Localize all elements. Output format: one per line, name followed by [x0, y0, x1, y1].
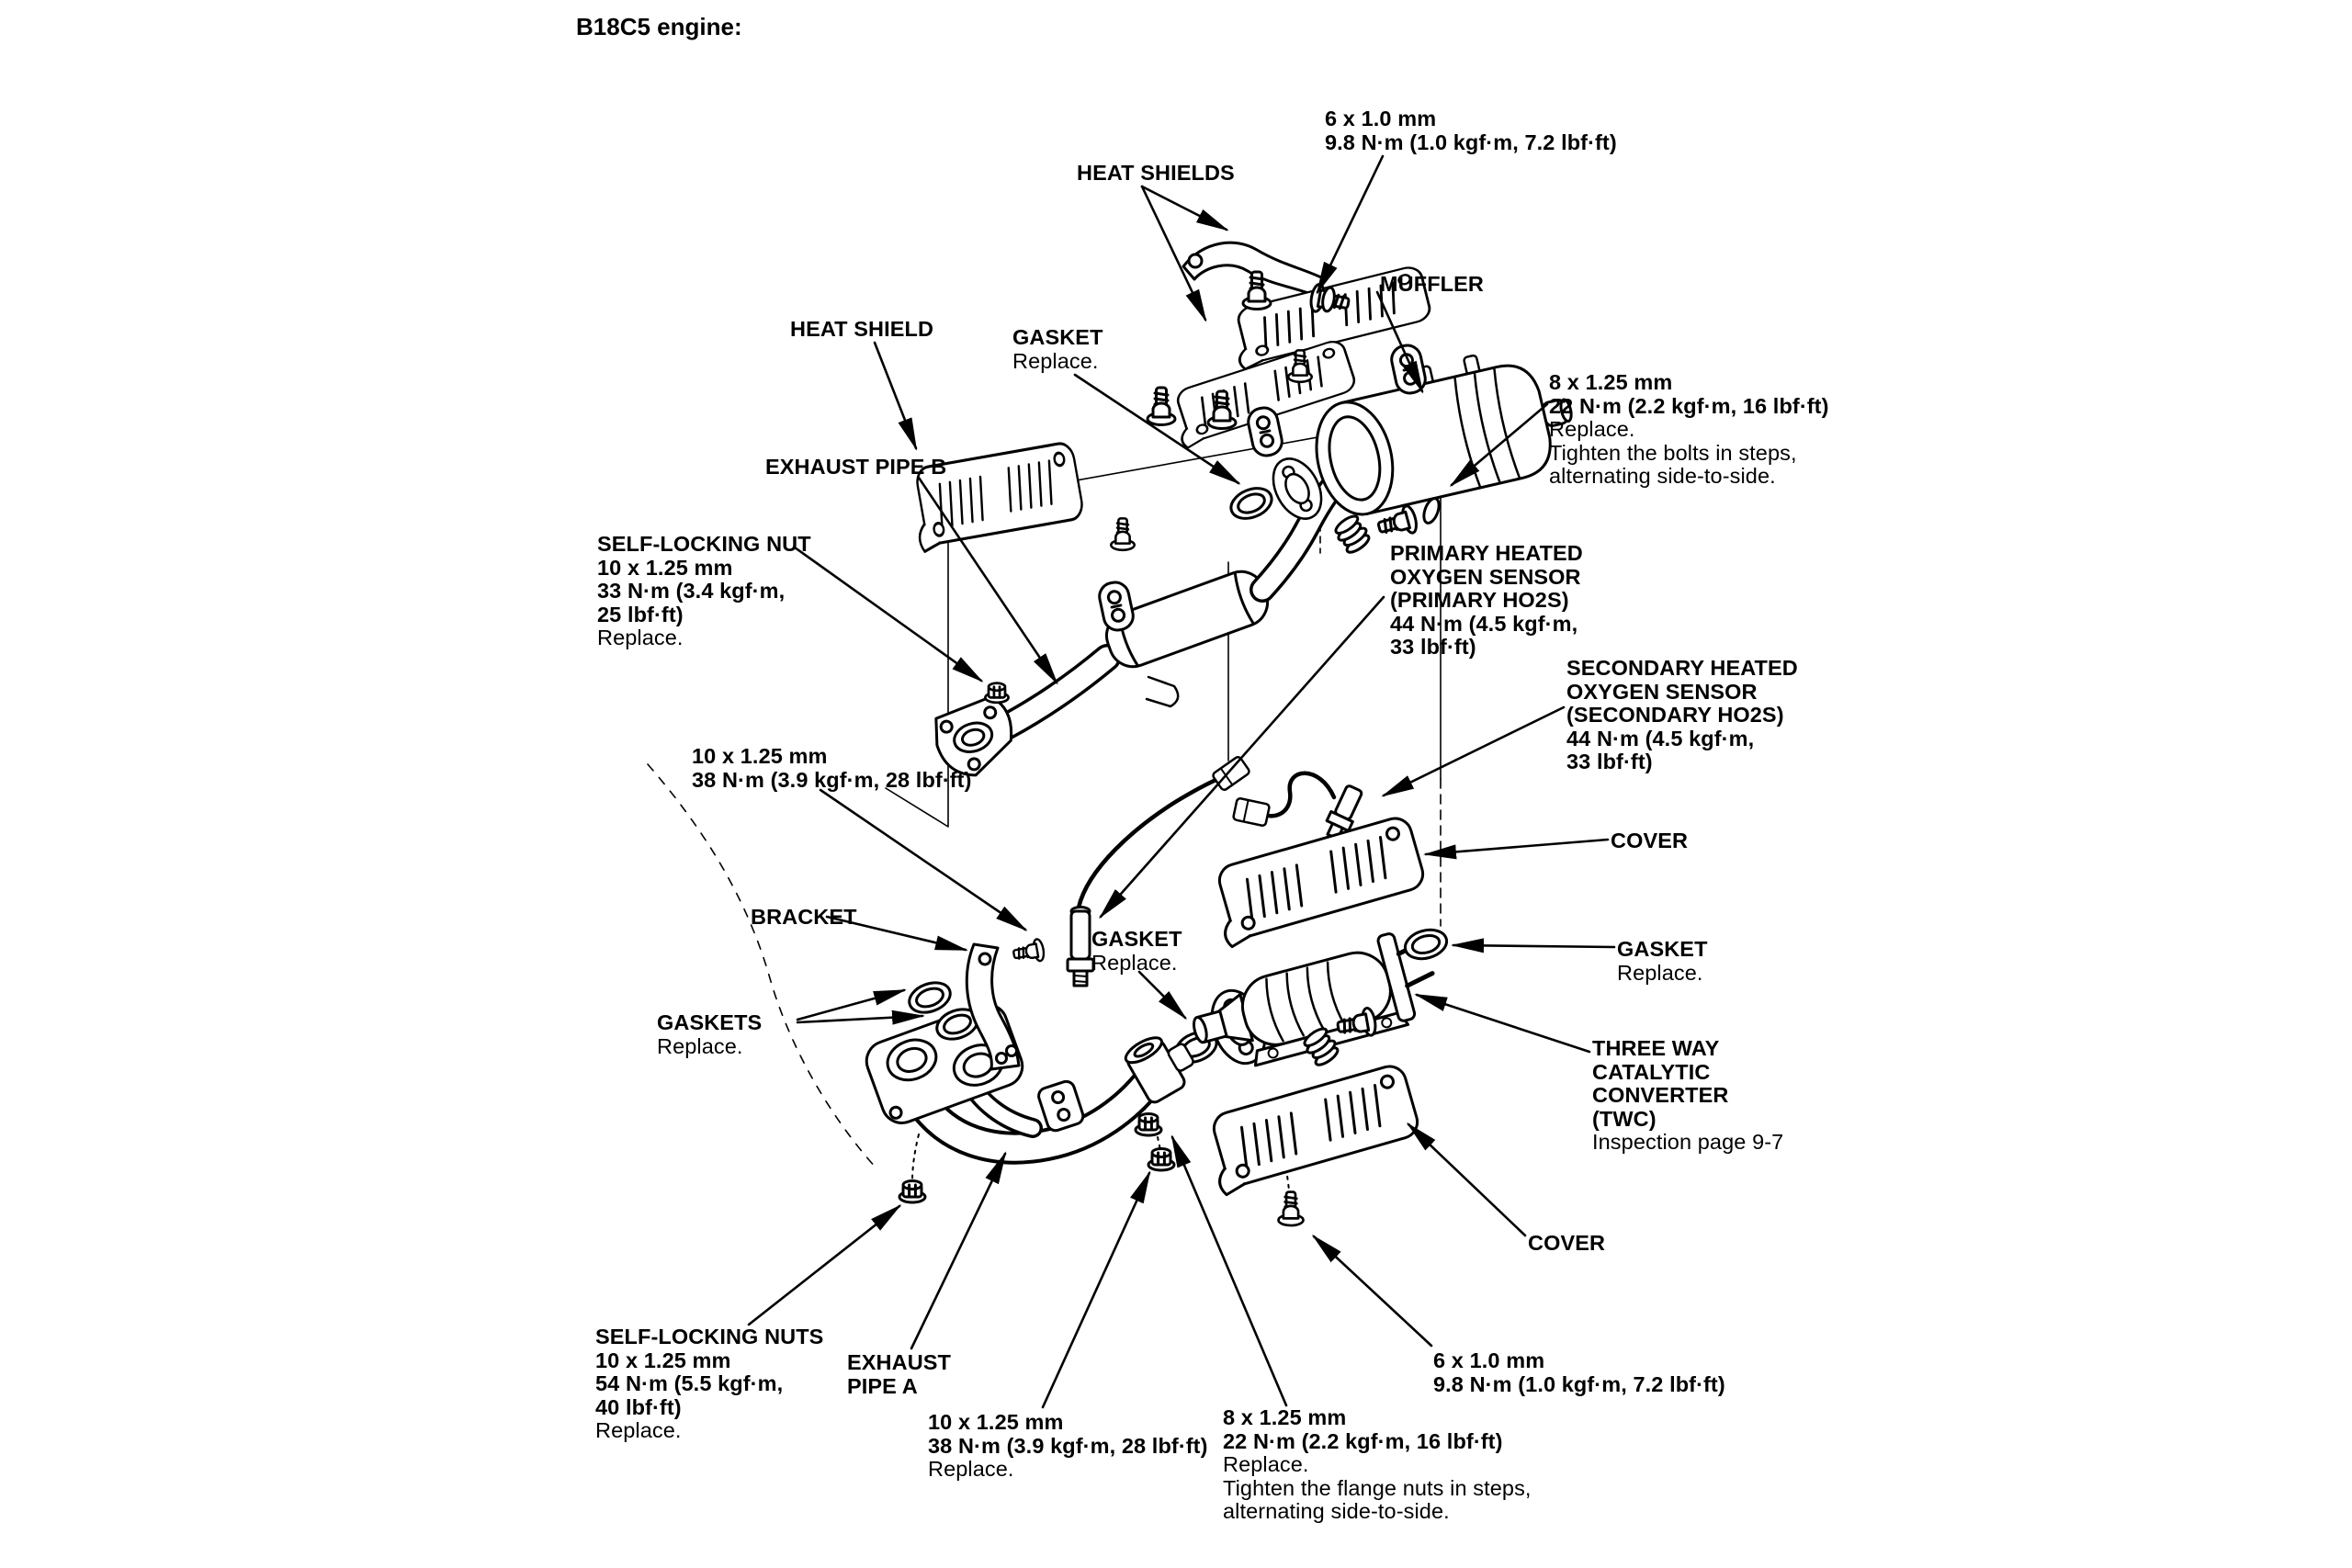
callout-line: 25 lbf·ft) [597, 602, 684, 626]
callout-gasket-right [1617, 938, 1708, 985]
callout-line: BRACKET [751, 905, 857, 929]
callout-line: (SECONDARY HO2S) [1566, 703, 1784, 727]
callout-line: alternating side-to-side. [1223, 1499, 1450, 1523]
callout-line: 6 x 1.0 mm [1433, 1348, 1545, 1372]
callout-line: 38 N·m (3.9 kgf·m, 28 lbf·ft) [928, 1433, 1208, 1458]
callout-bolt-10x125-bottom [928, 1411, 1208, 1482]
callout-line: 9.8 N·m (1.0 kgf·m, 7.2 lbf·ft) [1325, 130, 1617, 154]
callout-cover-bottom [1528, 1232, 1605, 1256]
callout-exhaust-pipe-a [847, 1351, 951, 1398]
parts [861, 243, 1583, 1225]
callout-line: EXHAUST PIPE B [765, 455, 947, 479]
leader-exhaust-pipe-a [911, 1154, 1005, 1348]
callout-line: Replace. [1012, 348, 1099, 373]
callout-line: HEAT SHIELD [790, 317, 934, 341]
callout-heat-shield [790, 318, 933, 342]
callout-line: COVER [1611, 829, 1689, 852]
callout-muffler [1380, 273, 1484, 297]
leader-self-locking-nut [795, 547, 981, 681]
callout-line: CATALYTIC [1592, 1059, 1711, 1084]
callout-line: 9.8 N·m (1.0 kgf·m, 7.2 lbf·ft) [1433, 1371, 1725, 1396]
callout-twc [1592, 1037, 1783, 1155]
callout-line: 33 lbf·ft) [1566, 750, 1653, 773]
leader-gaskets-2 [797, 1016, 922, 1022]
callout-line: COVER [1528, 1231, 1606, 1255]
callout-line: SELF-LOCKING NUTS [595, 1325, 824, 1348]
callout-line: 33 N·m (3.4 kgf·m, [597, 579, 786, 603]
body-sill-outline [648, 764, 876, 1168]
callout-gasket-top [1012, 326, 1103, 373]
leader-heat-shield [875, 343, 916, 448]
gasket-ring-muffler-drawing [1227, 482, 1276, 524]
callout-line: 8 x 1.25 mm [1549, 370, 1673, 394]
callout-line: GASKET [1091, 927, 1182, 951]
callout-line: 44 N·m (4.5 kgf·m, [1566, 726, 1755, 750]
callout-line: Replace. [597, 626, 684, 649]
leader-cover-top [1426, 840, 1608, 854]
callout-line: GASKET [1012, 325, 1103, 349]
callout-bolt-8x125-bottom [1223, 1406, 1532, 1524]
callout-line: 22 N·m (2.2 kgf·m, 16 lbf·ft) [1549, 393, 1829, 418]
callout-exhaust-pipe-b [765, 456, 946, 479]
callout-line: Tighten the bolts in steps, [1549, 440, 1797, 465]
callout-line: Replace. [928, 1457, 1014, 1481]
callout-cover-top [1611, 829, 1688, 853]
callout-line: 10 x 1.25 mm [928, 1410, 1064, 1434]
callout-line: Tighten the flange nuts in steps, [1223, 1475, 1532, 1500]
callout-gaskets [657, 1011, 762, 1058]
callout-secondary-ho2s [1566, 657, 1798, 774]
callout-line: GASKET [1617, 937, 1708, 961]
callout-line: Inspection page 9-7 [1592, 1130, 1784, 1154]
callout-line: OXYGEN SENSOR [1566, 679, 1758, 704]
callout-line: Replace. [1223, 1452, 1309, 1476]
callout-self-locking-nut [597, 533, 811, 650]
leader-gaskets-1 [797, 990, 904, 1020]
callout-line: 54 N·m (5.5 kgf·m, [595, 1371, 784, 1395]
callout-line: 10 x 1.25 mm [595, 1348, 731, 1372]
leader-twc [1417, 995, 1589, 1052]
leader-self-locking-nuts [749, 1206, 899, 1325]
callout-line: (TWC) [1592, 1106, 1657, 1131]
callout-line: Replace. [1091, 950, 1178, 975]
callout-line: Replace. [595, 1418, 682, 1442]
callout-line: SECONDARY HEATED [1566, 656, 1798, 680]
page-title: B18C5 engine: [576, 13, 742, 40]
callout-line: THREE WAY [1592, 1036, 1720, 1060]
callout-heat-shields [1077, 162, 1235, 186]
callout-line: Replace. [657, 1033, 743, 1058]
callout-line: EXHAUST [847, 1350, 951, 1374]
cover-top-drawing [1207, 815, 1429, 948]
callout-line: CONVERTER [1592, 1083, 1729, 1107]
leader-bolt-6x10-bottom [1314, 1236, 1431, 1346]
callout-line: 40 lbf·ft) [595, 1394, 682, 1419]
callout-line: HEAT SHIELDS [1077, 161, 1235, 185]
gasket-ring-right-drawing [1402, 926, 1450, 964]
cover-bottom-drawing [1202, 1063, 1423, 1196]
callout-line: 38 N·m (3.9 kgf·m, 28 lbf·ft) [692, 767, 972, 792]
callout-line: OXYGEN SENSOR [1390, 564, 1581, 589]
callout-line: 10 x 1.25 mm [597, 555, 733, 580]
callout-line: Replace. [1549, 417, 1635, 441]
callout-bolt-6x10-bottom [1433, 1349, 1725, 1396]
callout-bolt-10x125-top [692, 745, 972, 792]
callout-line: Replace. [1617, 960, 1703, 985]
callout-line: PRIMARY HEATED [1390, 541, 1583, 565]
leader-bolt-10x125-bottom [1043, 1173, 1149, 1407]
callout-line: (PRIMARY HO2S) [1390, 588, 1569, 612]
callout-line: 33 lbf·ft) [1390, 635, 1476, 659]
callout-line: 10 x 1.25 mm [692, 744, 828, 768]
callout-bracket [751, 906, 857, 930]
gasket-rings-pair-drawing [905, 977, 954, 1018]
callout-line: GASKETS [657, 1010, 763, 1034]
leader-heat-shields-1 [1142, 186, 1227, 230]
callout-line: alternating side-to-side. [1549, 464, 1776, 488]
callout-line: SELF-LOCKING NUT [597, 532, 811, 556]
spring-drawing [1332, 513, 1374, 556]
callout-bolt-8x125-top [1549, 371, 1829, 489]
callout-primary-ho2s [1390, 542, 1583, 660]
leader-bolt-6x10-top [1317, 156, 1383, 292]
leader-secondary-ho2s [1384, 707, 1564, 795]
callout-line: MUFFLER [1380, 272, 1484, 296]
callout-line: 22 N·m (2.2 kgf·m, 16 lbf·ft) [1223, 1428, 1503, 1453]
leader-gasket-middle [1139, 972, 1185, 1018]
leader-cover-bottom [1408, 1124, 1525, 1235]
callout-self-locking-nuts [595, 1325, 823, 1443]
callout-line: 44 N·m (4.5 kgf·m, [1390, 611, 1578, 636]
leader-gasket-right [1453, 945, 1614, 947]
callout-gasket-middle [1091, 928, 1182, 975]
callout-line: 6 x 1.0 mm [1325, 107, 1437, 130]
callout-bolt-6x10-top [1325, 107, 1617, 154]
callout-line: PIPE A [847, 1373, 918, 1398]
callout-line: 8 x 1.25 mm [1223, 1405, 1347, 1429]
